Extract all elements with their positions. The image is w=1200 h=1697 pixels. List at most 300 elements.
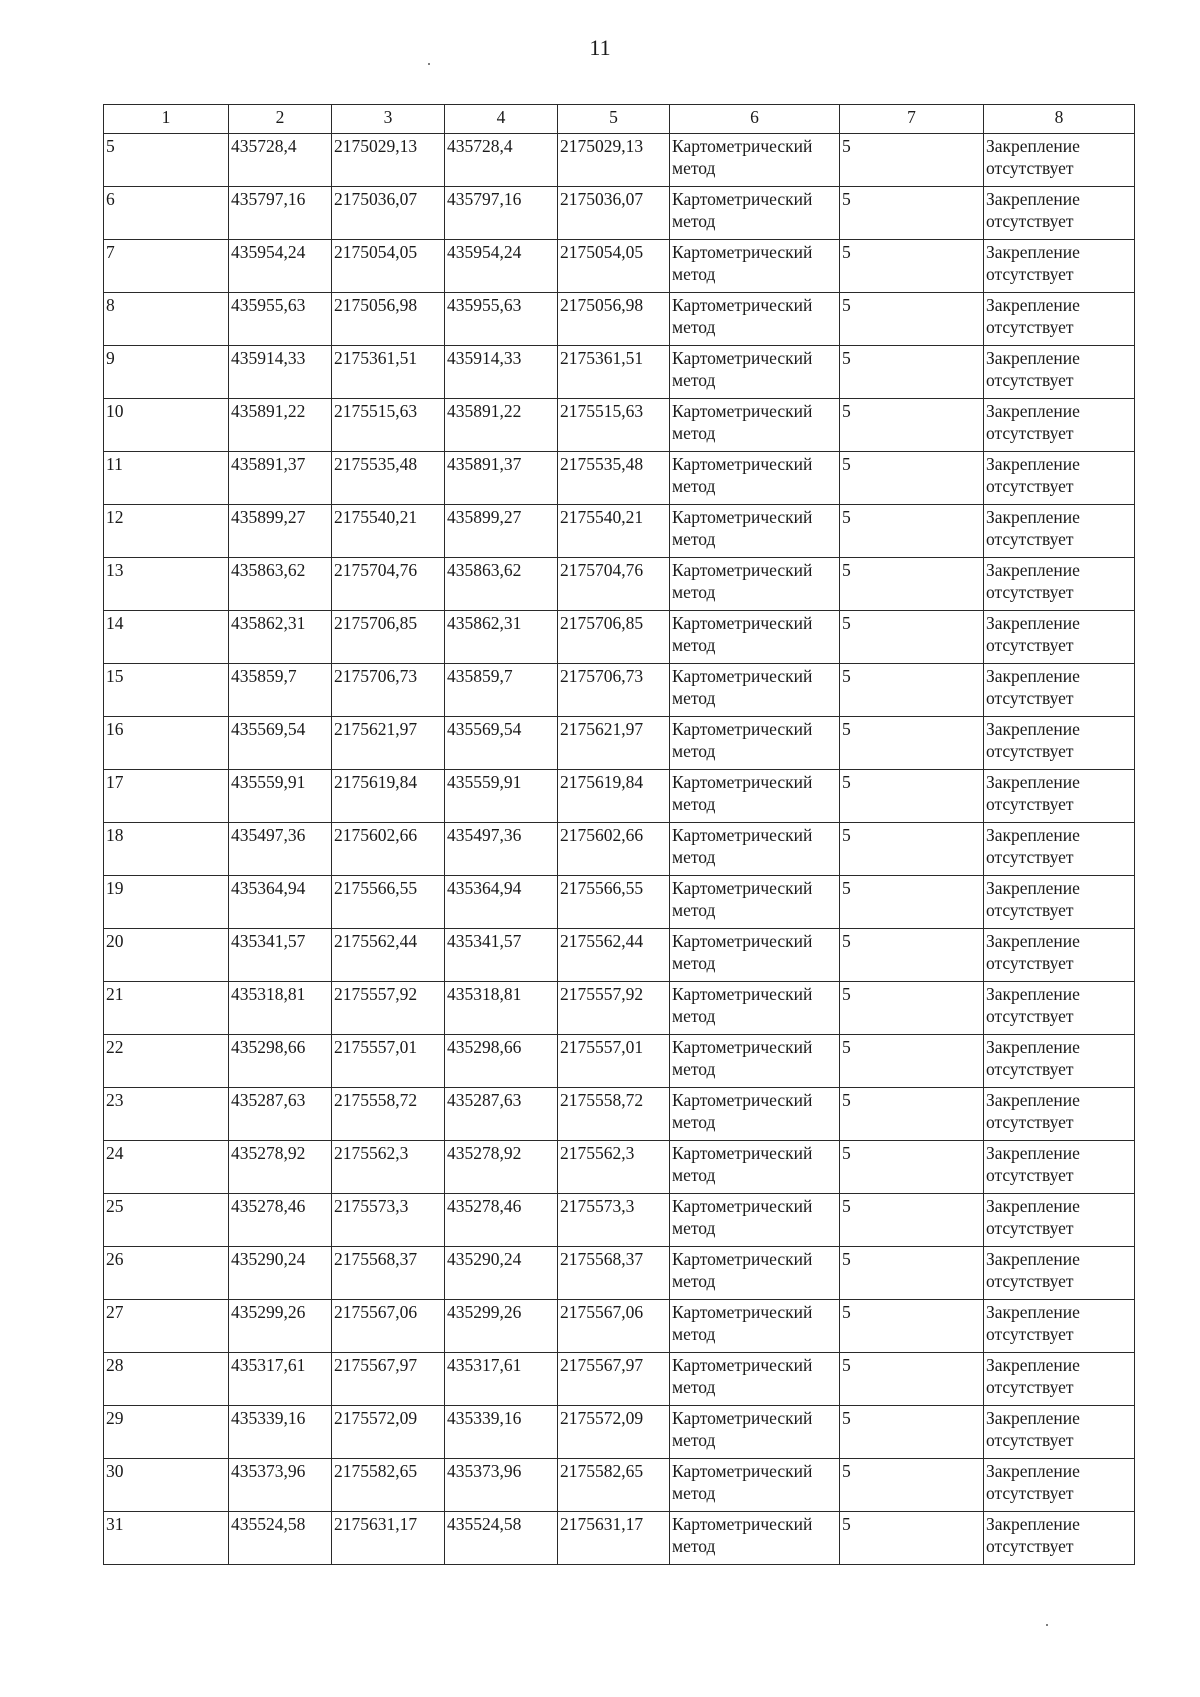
cell-x-existing: 435317,61 (229, 1353, 332, 1406)
cell-point-number: 6 (104, 187, 229, 240)
cell-accuracy: 5 (840, 1300, 984, 1353)
cell-accuracy: 5 (840, 770, 984, 823)
cell-y-existing: 2175361,51 (332, 346, 445, 399)
cell-method (670, 505, 840, 558)
cell-x-refined: 435559,91 (445, 770, 558, 823)
cell-method (670, 1247, 840, 1300)
cell-fixation-line-2: отсутствует (986, 794, 1074, 814)
cell-accuracy: 5 (840, 558, 984, 611)
cell-y-refined: 2175631,17 (558, 1512, 670, 1565)
cell-accuracy: 5 (840, 1141, 984, 1194)
cell-accuracy: 5 (840, 929, 984, 982)
table-body (104, 134, 1135, 1565)
cell-x-refined: 435859,7 (445, 664, 558, 717)
header-col-3: 3 (332, 105, 445, 134)
cell-method-line-1: Картометрический (672, 1514, 813, 1534)
cell-fixation (984, 346, 1135, 399)
cell-fixation-line-2: отсутствует (986, 1165, 1074, 1185)
cell-y-existing: 2175582,65 (332, 1459, 445, 1512)
cell-method-line-1: Картометрический (672, 772, 813, 792)
cell-x-existing: 435278,92 (229, 1141, 332, 1194)
cell-x-refined: 435914,33 (445, 346, 558, 399)
cell-fixation (984, 187, 1135, 240)
table-header (104, 105, 1135, 134)
header-col-1: 1 (104, 105, 229, 134)
cell-method (670, 664, 840, 717)
cell-fixation-line-1: Закрепление (986, 1143, 1080, 1163)
cell-fixation-line-1: Закрепление (986, 931, 1080, 951)
cell-method-line-2: метод (672, 1165, 716, 1185)
cell-point-number: 28 (104, 1353, 229, 1406)
cell-y-refined: 2175706,85 (558, 611, 670, 664)
cell-method-line-2: метод (672, 847, 716, 867)
cell-x-refined: 435899,27 (445, 505, 558, 558)
table-row (104, 558, 1135, 611)
cell-x-existing: 435318,81 (229, 982, 332, 1035)
cell-y-refined: 2175557,01 (558, 1035, 670, 1088)
table-row (104, 1406, 1135, 1459)
cell-fixation-line-2: отсутствует (986, 1324, 1074, 1344)
cell-method-line-2: метод (672, 1271, 716, 1291)
cell-fixation-line-2: отсутствует (986, 741, 1074, 761)
cell-accuracy: 5 (840, 1353, 984, 1406)
cell-y-refined: 2175706,73 (558, 664, 670, 717)
cell-y-existing: 2175566,55 (332, 876, 445, 929)
cell-fixation-line-1: Закрепление (986, 878, 1080, 898)
cell-x-refined: 435569,54 (445, 717, 558, 770)
cell-method (670, 1459, 840, 1512)
cell-point-number: 25 (104, 1194, 229, 1247)
cell-y-refined: 2175619,84 (558, 770, 670, 823)
table-row (104, 1247, 1135, 1300)
cell-method-line-2: метод (672, 1112, 716, 1132)
cell-method-line-1: Картометрический (672, 507, 813, 527)
cell-method-line-2: метод (672, 794, 716, 814)
cell-method-line-2: метод (672, 1218, 716, 1238)
cell-method (670, 1088, 840, 1141)
cell-x-refined: 435318,81 (445, 982, 558, 1035)
cell-fixation-line-2: отсутствует (986, 953, 1074, 973)
cell-y-refined: 2175704,76 (558, 558, 670, 611)
table-row (104, 1512, 1135, 1565)
cell-method (670, 876, 840, 929)
cell-fixation-line-2: отсутствует (986, 317, 1074, 337)
cell-method-line-2: метод (672, 264, 716, 284)
cell-x-existing: 435914,33 (229, 346, 332, 399)
cell-accuracy: 5 (840, 611, 984, 664)
cell-y-refined: 2175029,13 (558, 134, 670, 187)
cell-fixation-line-1: Закрепление (986, 454, 1080, 474)
cell-fixation-line-1: Закрепление (986, 560, 1080, 580)
table-row (104, 929, 1135, 982)
cell-fixation (984, 770, 1135, 823)
cell-fixation (984, 134, 1135, 187)
cell-y-existing: 2175631,17 (332, 1512, 445, 1565)
table-row (104, 134, 1135, 187)
cell-y-existing: 2175704,76 (332, 558, 445, 611)
cell-method-line-1: Картометрический (672, 1302, 813, 1322)
page-number: 11 (589, 35, 611, 60)
cell-point-number: 19 (104, 876, 229, 929)
cell-y-existing: 2175562,44 (332, 929, 445, 982)
cell-method (670, 1406, 840, 1459)
cell-fixation-line-1: Закрепление (986, 825, 1080, 845)
cell-method (670, 929, 840, 982)
cell-method-line-2: метод (672, 900, 716, 920)
cell-fixation-line-1: Закрепление (986, 666, 1080, 686)
cell-fixation (984, 1247, 1135, 1300)
cell-x-refined: 435290,24 (445, 1247, 558, 1300)
cell-fixation-line-1: Закрепление (986, 136, 1080, 156)
cell-fixation (984, 876, 1135, 929)
cell-x-refined: 435955,63 (445, 293, 558, 346)
table-row (104, 1300, 1135, 1353)
cell-y-refined: 2175573,3 (558, 1194, 670, 1247)
coordinates-table (103, 104, 1135, 1565)
cell-fixation (984, 1194, 1135, 1247)
cell-method (670, 1194, 840, 1247)
cell-y-refined: 2175582,65 (558, 1459, 670, 1512)
cell-method (670, 399, 840, 452)
cell-fixation-line-2: отсутствует (986, 1112, 1074, 1132)
cell-y-refined: 2175558,72 (558, 1088, 670, 1141)
cell-y-refined: 2175566,55 (558, 876, 670, 929)
cell-point-number: 27 (104, 1300, 229, 1353)
cell-x-refined: 435891,22 (445, 399, 558, 452)
cell-method (670, 558, 840, 611)
cell-y-refined: 2175621,97 (558, 717, 670, 770)
cell-y-refined: 2175562,44 (558, 929, 670, 982)
cell-method (670, 770, 840, 823)
cell-method-line-1: Картометрический (672, 348, 813, 368)
cell-method-line-2: метод (672, 688, 716, 708)
cell-fixation-line-2: отсутствует (986, 1271, 1074, 1291)
cell-point-number: 14 (104, 611, 229, 664)
cell-x-existing: 435859,7 (229, 664, 332, 717)
cell-fixation-line-2: отсутствует (986, 423, 1074, 443)
cell-y-refined: 2175515,63 (558, 399, 670, 452)
table-row (104, 611, 1135, 664)
cell-y-existing: 2175557,01 (332, 1035, 445, 1088)
cell-x-refined: 435278,46 (445, 1194, 558, 1247)
table-row (104, 1459, 1135, 1512)
cell-method-line-2: метод (672, 1483, 716, 1503)
cell-accuracy: 5 (840, 664, 984, 717)
table-row (104, 346, 1135, 399)
cell-accuracy: 5 (840, 1406, 984, 1459)
cell-x-existing: 435373,96 (229, 1459, 332, 1512)
cell-accuracy: 5 (840, 187, 984, 240)
cell-x-existing: 435278,46 (229, 1194, 332, 1247)
table-row (104, 770, 1135, 823)
cell-method-line-1: Картометрический (672, 825, 813, 845)
cell-point-number: 31 (104, 1512, 229, 1565)
cell-fixation (984, 982, 1135, 1035)
table-row (104, 823, 1135, 876)
cell-accuracy: 5 (840, 1194, 984, 1247)
cell-point-number: 5 (104, 134, 229, 187)
cell-fixation-line-1: Закрепление (986, 772, 1080, 792)
cell-method-line-1: Картометрический (672, 1090, 813, 1110)
cell-fixation-line-2: отсутствует (986, 476, 1074, 496)
cell-fixation-line-1: Закрепление (986, 1461, 1080, 1481)
cell-method (670, 717, 840, 770)
cell-y-existing: 2175567,97 (332, 1353, 445, 1406)
cell-point-number: 15 (104, 664, 229, 717)
cell-y-refined: 2175568,37 (558, 1247, 670, 1300)
cell-x-existing: 435364,94 (229, 876, 332, 929)
cell-x-refined: 435364,94 (445, 876, 558, 929)
table-row (104, 1194, 1135, 1247)
cell-x-existing: 435559,91 (229, 770, 332, 823)
cell-fixation (984, 1459, 1135, 1512)
table-row (104, 452, 1135, 505)
cell-x-existing: 435497,36 (229, 823, 332, 876)
cell-fixation-line-2: отсутствует (986, 158, 1074, 178)
cell-point-number: 21 (104, 982, 229, 1035)
cell-fixation (984, 1035, 1135, 1088)
cell-fixation (984, 611, 1135, 664)
cell-method (670, 1512, 840, 1565)
cell-method-line-2: метод (672, 158, 716, 178)
table-row (104, 399, 1135, 452)
cell-y-existing: 2175619,84 (332, 770, 445, 823)
cell-method-line-1: Картометрический (672, 454, 813, 474)
cell-y-refined: 2175036,07 (558, 187, 670, 240)
cell-y-refined: 2175602,66 (558, 823, 670, 876)
cell-method-line-1: Картометрический (672, 719, 813, 739)
cell-point-number: 13 (104, 558, 229, 611)
cell-accuracy: 5 (840, 1088, 984, 1141)
cell-fixation-line-1: Закрепление (986, 719, 1080, 739)
table-row (104, 240, 1135, 293)
cell-method-line-1: Картометрический (672, 189, 813, 209)
cell-accuracy: 5 (840, 823, 984, 876)
cell-fixation-line-2: отсутствует (986, 1430, 1074, 1450)
cell-fixation-line-1: Закрепление (986, 984, 1080, 1004)
cell-method-line-2: метод (672, 1059, 716, 1079)
cell-y-existing: 2175621,97 (332, 717, 445, 770)
cell-method (670, 346, 840, 399)
cell-x-existing: 435891,22 (229, 399, 332, 452)
cell-x-existing: 435339,16 (229, 1406, 332, 1459)
header-col-7: 7 (840, 105, 984, 134)
cell-fixation (984, 505, 1135, 558)
cell-fixation-line-1: Закрепление (986, 1355, 1080, 1375)
table-row (104, 664, 1135, 717)
cell-fixation-line-2: отсутствует (986, 370, 1074, 390)
cell-method (670, 611, 840, 664)
cell-method-line-2: метод (672, 582, 716, 602)
cell-x-refined: 435497,36 (445, 823, 558, 876)
table-row (104, 293, 1135, 346)
cell-method (670, 982, 840, 1035)
cell-x-refined: 435891,37 (445, 452, 558, 505)
cell-fixation-line-1: Закрепление (986, 1196, 1080, 1216)
cell-method (670, 240, 840, 293)
cell-fixation-line-1: Закрепление (986, 1090, 1080, 1110)
cell-x-refined: 435299,26 (445, 1300, 558, 1353)
cell-point-number: 7 (104, 240, 229, 293)
header-row (104, 105, 1135, 134)
cell-x-existing: 435728,4 (229, 134, 332, 187)
cell-point-number: 20 (104, 929, 229, 982)
scan-speck (428, 63, 430, 65)
cell-method-line-2: метод (672, 317, 716, 337)
cell-y-existing: 2175557,92 (332, 982, 445, 1035)
table-row (104, 1353, 1135, 1406)
cell-method-line-2: метод (672, 370, 716, 390)
cell-y-refined: 2175567,97 (558, 1353, 670, 1406)
cell-y-existing: 2175567,06 (332, 1300, 445, 1353)
cell-y-existing: 2175029,13 (332, 134, 445, 187)
cell-fixation-line-2: отсутствует (986, 211, 1074, 231)
cell-accuracy: 5 (840, 240, 984, 293)
cell-y-existing: 2175573,3 (332, 1194, 445, 1247)
cell-method-line-1: Картометрический (672, 560, 813, 580)
cell-fixation-line-1: Закрепление (986, 189, 1080, 209)
cell-y-existing: 2175602,66 (332, 823, 445, 876)
cell-x-existing: 435290,24 (229, 1247, 332, 1300)
cell-y-refined: 2175572,09 (558, 1406, 670, 1459)
cell-x-existing: 435569,54 (229, 717, 332, 770)
cell-method-line-2: метод (672, 476, 716, 496)
cell-accuracy: 5 (840, 1035, 984, 1088)
cell-point-number: 17 (104, 770, 229, 823)
cell-fixation (984, 399, 1135, 452)
cell-y-existing: 2175036,07 (332, 187, 445, 240)
cell-fixation-line-1: Закрепление (986, 348, 1080, 368)
cell-point-number: 12 (104, 505, 229, 558)
table-row (104, 1035, 1135, 1088)
cell-y-existing: 2175056,98 (332, 293, 445, 346)
cell-y-existing: 2175706,73 (332, 664, 445, 717)
cell-accuracy: 5 (840, 1247, 984, 1300)
cell-point-number: 11 (104, 452, 229, 505)
cell-method-line-1: Картометрический (672, 613, 813, 633)
cell-x-refined: 435287,63 (445, 1088, 558, 1141)
cell-method-line-2: метод (672, 211, 716, 231)
cell-accuracy: 5 (840, 717, 984, 770)
cell-method-line-1: Картометрический (672, 931, 813, 951)
cell-fixation (984, 823, 1135, 876)
cell-method-line-1: Картометрический (672, 1461, 813, 1481)
header-col-5: 5 (558, 105, 670, 134)
cell-fixation (984, 1088, 1135, 1141)
cell-fixation-line-2: отсутствует (986, 1059, 1074, 1079)
cell-fixation (984, 1353, 1135, 1406)
cell-x-refined: 435954,24 (445, 240, 558, 293)
scan-speck (1046, 1624, 1048, 1626)
cell-method-line-1: Картометрический (672, 984, 813, 1004)
table-row (104, 1141, 1135, 1194)
cell-x-refined: 435797,16 (445, 187, 558, 240)
cell-fixation-line-2: отсутствует (986, 264, 1074, 284)
cell-point-number: 24 (104, 1141, 229, 1194)
cell-y-existing: 2175572,09 (332, 1406, 445, 1459)
cell-method (670, 1141, 840, 1194)
cell-y-existing: 2175540,21 (332, 505, 445, 558)
cell-fixation (984, 717, 1135, 770)
cell-y-existing: 2175054,05 (332, 240, 445, 293)
cell-method (670, 187, 840, 240)
header-col-4: 4 (445, 105, 558, 134)
cell-fixation-line-2: отсутствует (986, 1483, 1074, 1503)
cell-fixation-line-2: отсутствует (986, 1218, 1074, 1238)
cell-point-number: 22 (104, 1035, 229, 1088)
cell-y-existing: 2175535,48 (332, 452, 445, 505)
cell-x-refined: 435278,92 (445, 1141, 558, 1194)
cell-x-refined: 435317,61 (445, 1353, 558, 1406)
cell-y-existing: 2175562,3 (332, 1141, 445, 1194)
cell-fixation (984, 929, 1135, 982)
cell-method (670, 1300, 840, 1353)
header-col-8: 8 (984, 105, 1135, 134)
cell-x-existing: 435287,63 (229, 1088, 332, 1141)
cell-fixation-line-1: Закрепление (986, 401, 1080, 421)
cell-accuracy: 5 (840, 452, 984, 505)
cell-accuracy: 5 (840, 876, 984, 929)
table-row (104, 1088, 1135, 1141)
cell-y-existing: 2175515,63 (332, 399, 445, 452)
cell-fixation (984, 293, 1135, 346)
cell-y-refined: 2175540,21 (558, 505, 670, 558)
cell-method-line-1: Картометрический (672, 401, 813, 421)
cell-accuracy: 5 (840, 293, 984, 346)
cell-fixation-line-1: Закрепление (986, 295, 1080, 315)
cell-y-refined: 2175557,92 (558, 982, 670, 1035)
cell-x-refined: 435728,4 (445, 134, 558, 187)
cell-x-refined: 435524,58 (445, 1512, 558, 1565)
cell-fixation-line-2: отсутствует (986, 688, 1074, 708)
cell-accuracy: 5 (840, 346, 984, 399)
cell-x-refined: 435862,31 (445, 611, 558, 664)
cell-y-refined: 2175562,3 (558, 1141, 670, 1194)
cell-fixation-line-2: отсутствует (986, 1536, 1074, 1556)
cell-fixation-line-2: отсутствует (986, 529, 1074, 549)
cell-fixation-line-2: отсутствует (986, 582, 1074, 602)
cell-x-existing: 435797,16 (229, 187, 332, 240)
cell-accuracy: 5 (840, 1512, 984, 1565)
cell-fixation-line-2: отсутствует (986, 900, 1074, 920)
cell-y-refined: 2175054,05 (558, 240, 670, 293)
cell-fixation-line-1: Закрепление (986, 242, 1080, 262)
table-row (104, 505, 1135, 558)
cell-fixation (984, 1300, 1135, 1353)
cell-fixation-line-2: отсутствует (986, 847, 1074, 867)
cell-method-line-1: Картометрический (672, 136, 813, 156)
cell-x-existing: 435955,63 (229, 293, 332, 346)
cell-fixation-line-1: Закрепление (986, 507, 1080, 527)
cell-point-number: 26 (104, 1247, 229, 1300)
cell-fixation (984, 558, 1135, 611)
cell-fixation-line-1: Закрепление (986, 1408, 1080, 1428)
cell-y-refined: 2175567,06 (558, 1300, 670, 1353)
header-col-6: 6 (670, 105, 840, 134)
cell-fixation (984, 1406, 1135, 1459)
cell-method-line-2: метод (672, 1324, 716, 1344)
cell-x-existing: 435863,62 (229, 558, 332, 611)
cell-method-line-1: Картометрический (672, 1196, 813, 1216)
cell-fixation (984, 1512, 1135, 1565)
cell-method-line-2: метод (672, 953, 716, 973)
cell-method-line-1: Картометрический (672, 666, 813, 686)
cell-x-existing: 435341,57 (229, 929, 332, 982)
cell-method (670, 134, 840, 187)
cell-x-refined: 435298,66 (445, 1035, 558, 1088)
cell-fixation-line-1: Закрепление (986, 1302, 1080, 1322)
cell-method (670, 452, 840, 505)
